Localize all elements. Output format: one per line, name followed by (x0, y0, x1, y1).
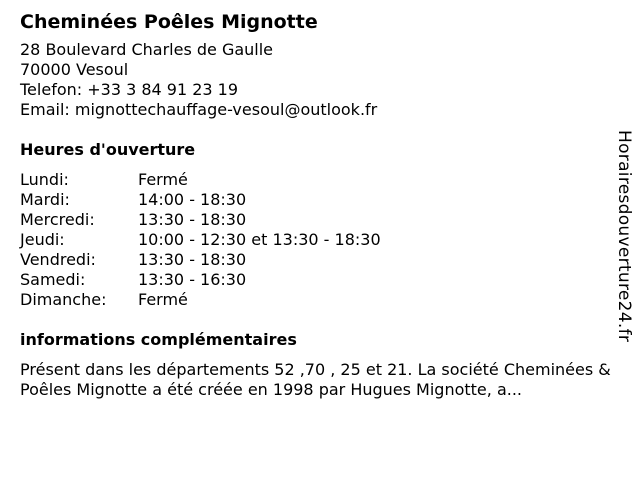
hours-row (20, 250, 610, 270)
hours-row (20, 210, 610, 230)
hours-row (20, 290, 610, 310)
hours-time: Fermé (138, 170, 188, 189)
hours-time: 10:00 - 12:30 et 13:30 - 18:30 (138, 230, 381, 249)
hours-day: Lundi: (20, 170, 69, 189)
hours-day: Vendredi: (20, 250, 96, 269)
info-text: Présent dans les départements 52 ,70 , 25 et 21. La société Cheminées & Poêles Mignotte a été créée en 1998 par Hugues Mignotte, a... (20, 360, 611, 399)
hours-table (20, 170, 610, 310)
site-watermark: Horairesdouverture24.fr (614, 130, 634, 343)
hours-day: Dimanche: (20, 290, 107, 309)
hours-time: 14:00 - 18:30 (138, 190, 247, 209)
address-line-1: 28 Boulevard Charles de Gaulle (20, 40, 274, 59)
hours-heading: Heures d'ouverture (20, 140, 196, 159)
hours-time: 13:30 - 18:30 (138, 250, 247, 269)
hours-day: Mercredi: (20, 210, 95, 229)
hours-day: Mardi: (20, 190, 70, 209)
phone-number: Telefon: +33 3 84 91 23 19 (20, 80, 239, 99)
hours-row (20, 230, 610, 250)
hours-row (20, 190, 610, 210)
hours-row (20, 170, 610, 190)
hours-time: 13:30 - 16:30 (138, 270, 247, 289)
hours-time: 13:30 - 18:30 (138, 210, 247, 229)
business-name: Cheminées Poêles Mignotte (20, 11, 318, 33)
hours-day: Jeudi: (20, 230, 65, 249)
hours-row (20, 270, 610, 290)
info-heading: informations complémentaires (20, 330, 297, 349)
hours-day: Samedi: (20, 270, 86, 289)
email-address: Email: mignottechauffage-vesoul@outlook.fr (20, 100, 378, 119)
address-line-2: 70000 Vesoul (20, 60, 129, 79)
business-card (20, 10, 610, 400)
hours-time: Fermé (138, 290, 188, 309)
